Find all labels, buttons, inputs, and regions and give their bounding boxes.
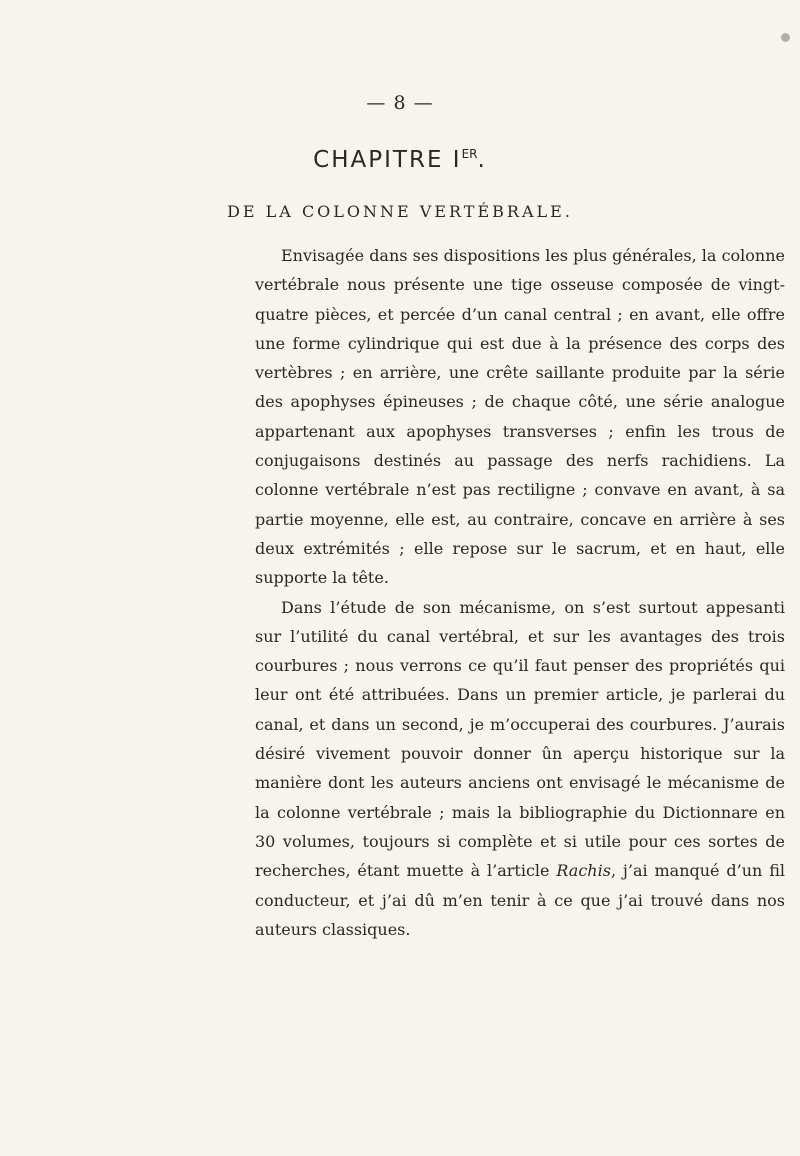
paragraph-1: Envisagée dans ses dispositions les plus générales, la colonne vertébrale nous présente une tige osseuse composée de vingt-quatre pièces, et percée d’un canal central ; en avant, elle offre une forme cylindrique qui est due à la présence des corps des vertèbres ; en arrière, une crête saillante produite par la série des apophyses épineuses ; de chaque côté, une série analogue appartenant aux apophyses transverses ; enfin les trous de conjugaisons destinés au passage des nerfs rachidiens. La colonne vertébrale n’est pas rectiligne ; convave en avant, à sa partie moyenne, elle est, au contraire, concave en arrière à ses deux extrémités ; elle repose sur le sacrum, et en haut, elle supporte la tête. (255, 246, 785, 588)
ink-speck (781, 33, 790, 42)
body-text (255, 241, 785, 944)
paragraph-2 (255, 593, 785, 945)
paragraph-2-text-start: Dans l’étude de son mécanisme, on s’est surtout appesanti sur l’utilité du canal vertébral, et sur les avantages des trois courbures ; nous verrons ce qu’il faut penser des propriétés qui leur ont été attribuées. Dans un premier article, je parlerai du canal, et dans un second, je m’occuperai des courbures. J’aurais désiré vivement pouvoir donner ûn aperçu historique sur la manière dont les auteurs anciens ont envisagé le mécanisme de la colonne vertébrale ; mais la bibliographie du Dictionnare en 30 volumes, toujours si complète et si utile pour ces sortes de recherches, étant muette à l’article (255, 597, 785, 881)
chapter-title-superscript: ER (461, 147, 478, 161)
chapter-title-text: CHAPITRE I (313, 147, 462, 173)
chapter-title-period: . (477, 147, 487, 173)
chapter-title (0, 147, 800, 173)
page-number: — 8 — (366, 92, 434, 114)
paragraph-2-italic-term: Rachis (556, 861, 611, 881)
section-title: DE LA COLONNE VERTÉBRALE. (227, 202, 573, 221)
paragraph-2-text-end: , j’ai manqué d’un fil conducteur, et j’ai dû m’en tenir à ce que j’ai trouvé dans nos auteurs classiques. (255, 861, 785, 939)
